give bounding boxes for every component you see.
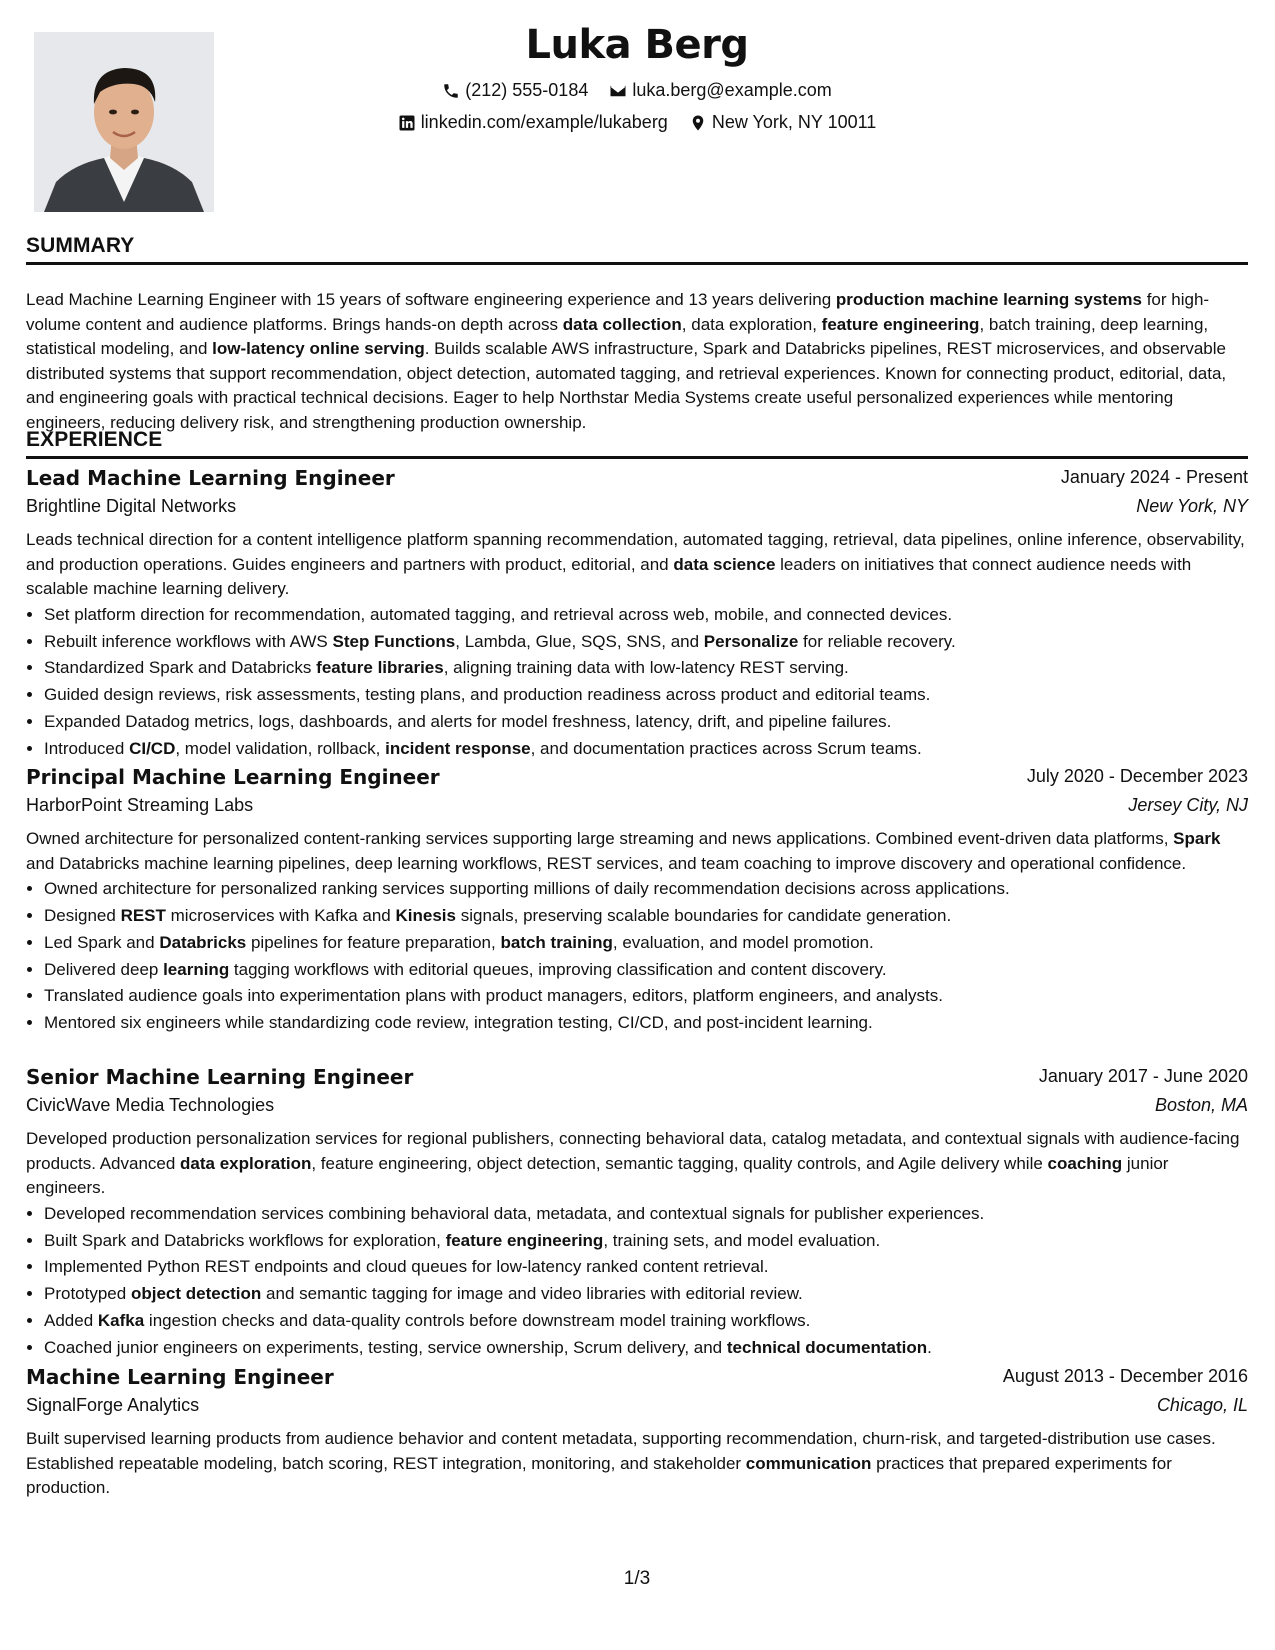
- contact-line-1: [26, 80, 1248, 105]
- text-run: Designed: [44, 905, 121, 925]
- job-location: Jersey City, NJ: [1128, 795, 1248, 815]
- text-run: , data exploration,: [681, 314, 822, 334]
- text-run: practices that prepared experiments for production.: [26, 1453, 1172, 1498]
- list-item: [44, 655, 1248, 682]
- job-company: SignalForge Analytics: [26, 1395, 200, 1415]
- bold-phrase: Kinesis: [395, 905, 456, 925]
- bold-phrase: coaching: [1047, 1153, 1123, 1173]
- bold-phrase: feature engineering: [445, 1230, 604, 1250]
- text-run: , training sets, and model evaluation.: [603, 1230, 881, 1250]
- text-run: Built supervised learning products from audience behavior and content metadata, supporting recommendation, churn-risk, and targeted-distribution use cases. Established repeatable modeling, batch scoring, REST integration, monitoring, and stakeholder: [26, 1429, 1216, 1473]
- list-item: [44, 1254, 1248, 1281]
- list-item: [44, 629, 1248, 656]
- list-item: [44, 1281, 1248, 1308]
- list-item: [44, 876, 1248, 903]
- bold-phrase: Step Functions: [332, 631, 456, 651]
- job-subheader: [26, 1395, 1248, 1427]
- list-item: [44, 1201, 1248, 1228]
- linkedin-contact[interactable]: [398, 112, 668, 133]
- job-bullets: [26, 1201, 1248, 1362]
- job-dates: August 2013 - December 2016: [1002, 1366, 1248, 1386]
- list-item: [44, 709, 1248, 736]
- bold-phrase: feature libraries: [316, 658, 444, 678]
- text-run: tagging workflows with editorial queues, improving classification and content discovery.: [229, 959, 887, 979]
- text-run: and Databricks machine learning pipelines, deep learning workflows, REST services, and team coaching to improve discovery and operational confidence.: [26, 853, 1187, 873]
- text-run: Coached junior engineers on experiments, testing, service ownership, Scrum delivery, and: [44, 1337, 727, 1357]
- text-run: , and documentation practices across Scrum teams.: [530, 738, 922, 758]
- resume-page: [26, 0, 1248, 1650]
- text-run: Expanded Datadog metrics, logs, dashboards, and alerts for model freshness, latency, drift, and pipeline failures.: [44, 711, 892, 731]
- job-title: Senior Machine Learning Engineer: [26, 1065, 414, 1089]
- text-run: Implemented Python REST endpoints and cloud queues for low-latency ranked content retrieval.: [44, 1257, 769, 1277]
- bold-phrase: low-latency online serving: [212, 339, 425, 359]
- text-run: Guided design reviews, risk assessments, testing plans, and production readiness across product and editorial teams.: [44, 685, 931, 705]
- job-title: Machine Learning Engineer: [26, 1365, 334, 1389]
- bold-phrase: REST: [120, 905, 166, 925]
- experience-heading: EXPERIENCE: [26, 428, 1248, 459]
- bold-phrase: Personalize: [703, 631, 799, 651]
- list-item: [44, 1010, 1248, 1037]
- job-location: New York, NY: [1136, 496, 1248, 516]
- list-item: [44, 930, 1248, 957]
- job-subheader: [26, 1095, 1248, 1127]
- job-title: Lead Machine Learning Engineer: [26, 466, 395, 490]
- text-run: ingestion checks and data-quality controls before downstream model training workflows.: [144, 1310, 811, 1330]
- text-run: Developed production personalization services for regional publishers, connecting behavioral data, catalog metadata, and contextual signals with audience-facing products. Advanced: [26, 1129, 1240, 1173]
- text-run: Owned architecture for personalized content-ranking services supporting large streaming and news applications. Combined event-driven data platforms,: [26, 829, 1174, 848]
- envelope-icon: [609, 82, 627, 100]
- job-dates: January 2024 - Present: [1060, 467, 1248, 487]
- email-contact[interactable]: [609, 80, 831, 101]
- job-location: Boston, MA: [1154, 1095, 1248, 1115]
- text-run: . Builds scalable AWS infrastructure, Spark and Databricks pipelines, REST microservices, and observable distributed systems that support recommendation, object detection, automated tagging, and retrieval experiences. Known for connecting product, editorial, data, and engineering goals with practical technical decisions. Eager to help Northstar Media Systems create useful personalized experiences while mentoring engineers, reducing delivery risk, and strengthening production ownership.: [26, 339, 1227, 432]
- job-subheader: [26, 496, 1248, 528]
- bold-phrase: learning: [163, 959, 230, 979]
- text-run: signals, preserving scalable boundaries for candidate generation.: [455, 905, 952, 925]
- phone-number: (212) 555-0184: [465, 80, 589, 100]
- text-run: pipelines for feature preparation,: [246, 932, 501, 952]
- list-item: [44, 903, 1248, 930]
- bold-phrase: data collection: [562, 314, 682, 334]
- job-header: [26, 765, 1248, 795]
- job-entry: [26, 765, 1248, 1037]
- text-run: Translated audience goals into experimentation plans with product managers, editors, platform engineers, and analysts.: [44, 986, 943, 1006]
- job-entry: [26, 466, 1248, 763]
- list-item: [44, 957, 1248, 984]
- bold-phrase: Spark: [1173, 829, 1221, 848]
- summary-heading: SUMMARY: [26, 234, 1248, 265]
- list-item: [44, 602, 1248, 629]
- list-item: [44, 1308, 1248, 1335]
- text-run: , batch training, deep learning, statistical modeling, and: [26, 314, 1209, 359]
- text-run: for high-volume content and audience platforms. Brings hands-on depth across: [26, 290, 1210, 334]
- bold-phrase: CI/CD: [129, 738, 176, 758]
- text-run: .: [927, 1337, 932, 1357]
- job-subheader: [26, 795, 1248, 827]
- text-run: , model validation, rollback,: [175, 738, 386, 758]
- summary-text: [26, 288, 1248, 436]
- phone-icon: [442, 82, 460, 100]
- text-run: leaders on initiatives that connect audience needs with scalable machine learning delivery.: [26, 554, 1192, 599]
- text-run: Developed recommendation services combining behavioral data, metadata, and contextual signals for publisher experiences.: [44, 1203, 985, 1223]
- text-run: microservices with Kafka and: [165, 905, 396, 925]
- job-header: [26, 466, 1248, 496]
- job-bullets: [26, 876, 1248, 1037]
- text-run: Added: [44, 1310, 98, 1330]
- bold-phrase: batch training: [500, 932, 613, 952]
- job-description: [26, 1427, 1248, 1501]
- job-description: [26, 1127, 1248, 1201]
- email-address: luka.berg@example.com: [632, 80, 832, 100]
- text-run: junior engineers.: [26, 1153, 1169, 1198]
- bold-phrase: Databricks: [159, 932, 247, 952]
- text-run: , evaluation, and model promotion.: [612, 932, 874, 952]
- bold-phrase: data exploration: [180, 1153, 312, 1173]
- location-contact: [689, 112, 876, 133]
- bold-phrase: communication: [745, 1453, 872, 1473]
- text-run: Owned architecture for personalized ranking services supporting millions of daily recommendation decisions across applications.: [44, 879, 1010, 899]
- job-description: [26, 528, 1248, 602]
- bold-phrase: incident response: [385, 738, 531, 758]
- text-run: Rebuilt inference workflows with AWS: [44, 631, 333, 651]
- bold-phrase: production machine learning systems: [835, 290, 1142, 309]
- bold-phrase: technical documentation: [726, 1337, 928, 1357]
- job-company: CivicWave Media Technologies: [26, 1095, 275, 1115]
- bold-phrase: feature engineering: [821, 314, 980, 334]
- location-text: New York, NY 10011: [711, 112, 877, 132]
- text-run: Mentored six engineers while standardizing code review, integration testing, CI/CD, and post-incident learning.: [44, 1013, 873, 1033]
- text-run: and semantic tagging for image and video libraries with editorial review.: [261, 1284, 803, 1304]
- bold-phrase: Kafka: [97, 1310, 145, 1330]
- bold-phrase: object detection: [130, 1284, 262, 1304]
- job-bullets: [26, 602, 1248, 763]
- linkedin-icon: [398, 114, 416, 132]
- job-entry: [26, 1365, 1248, 1501]
- text-run: Leads technical direction for a content intelligence platform spanning recommendation, automated tagging, retrieval, data pipelines, online inference, observability, and production operations. Guides engineers and partners with product, editorial, and: [26, 530, 1245, 574]
- job-location: Chicago, IL: [1156, 1395, 1248, 1415]
- map-pin-icon: [689, 114, 707, 132]
- job-company: HarborPoint Streaming Labs: [26, 795, 254, 815]
- list-item: [44, 682, 1248, 709]
- job-dates: January 2017 - June 2020: [1038, 1066, 1248, 1086]
- text-run: Delivered deep: [44, 959, 164, 979]
- text-run: Standardized Spark and Databricks: [44, 658, 317, 678]
- text-run: Lead Machine Learning Engineer with 15 years of software engineering experience and 13 years delivering: [26, 290, 836, 309]
- text-run: Set platform direction for recommendation, automated tagging, and retrieval across web, mobile, and connected devices.: [44, 604, 953, 624]
- text-run: , feature engineering, object detection, semantic tagging, quality controls, and Agile delivery while: [311, 1153, 1048, 1173]
- list-item: [44, 1228, 1248, 1255]
- text-run: Prototyped: [44, 1284, 131, 1304]
- job-entry: [26, 1065, 1248, 1362]
- list-item: [44, 736, 1248, 763]
- text-run: , aligning training data with low-latency REST serving.: [443, 658, 849, 678]
- bold-phrase: data science: [673, 554, 776, 574]
- list-item: [44, 983, 1248, 1010]
- page-number: 1/3: [623, 1568, 651, 1589]
- text-run: Built Spark and Databricks workflows for exploration,: [44, 1230, 446, 1250]
- candidate-name: Luka Berg: [525, 22, 749, 68]
- job-header: [26, 1065, 1248, 1095]
- linkedin-url: linkedin.com/example/lukaberg: [420, 112, 668, 132]
- text-run: for reliable recovery.: [798, 631, 956, 651]
- text-run: Led Spark and: [44, 932, 160, 952]
- job-description: [26, 827, 1248, 876]
- job-company: Brightline Digital Networks: [26, 496, 237, 516]
- text-run: Introduced: [44, 738, 130, 758]
- job-header: [26, 1365, 1248, 1395]
- contact-line-2: [26, 112, 1248, 137]
- job-title: Principal Machine Learning Engineer: [26, 765, 440, 789]
- list-item: [44, 1335, 1248, 1362]
- job-dates: July 2020 - December 2023: [1026, 766, 1248, 786]
- phone-contact: [442, 80, 588, 101]
- text-run: , Lambda, Glue, SQS, SNS, and: [455, 631, 704, 651]
